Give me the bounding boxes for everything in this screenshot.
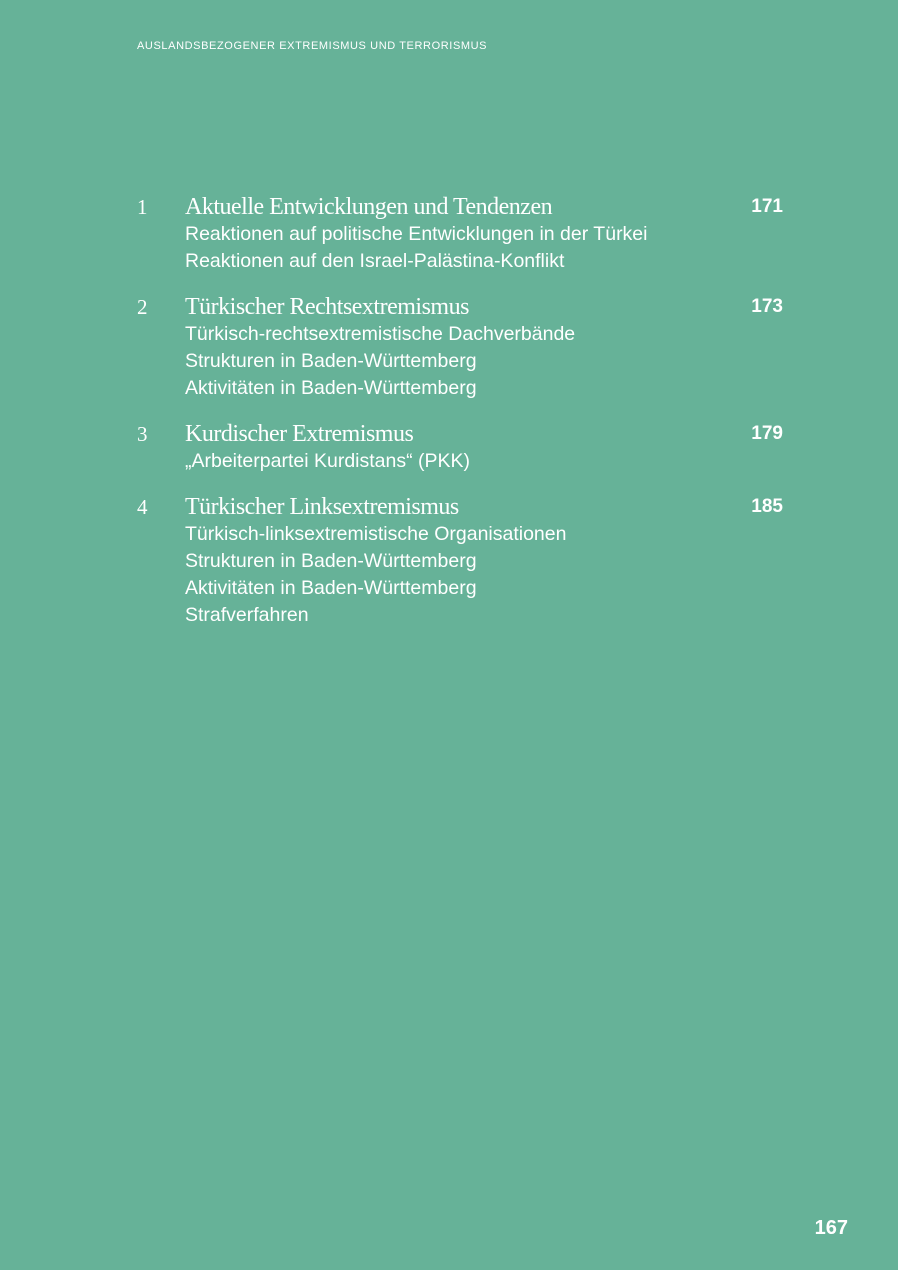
section-title: Aktuelle Entwicklungen und Tendenzen [185,194,553,220]
section-number: 3 [137,422,148,446]
subsection-item: Reaktionen auf politische Entwicklungen in der Türkei [185,223,648,245]
table-of-contents [137,193,783,647]
subsection-item: Aktivitäten in Baden-Württemberg [185,577,477,599]
subsection-item: Reaktionen auf den Israel-Palästina-Konflikt [185,250,565,272]
section-page-number: 171 [751,196,783,217]
subsection-list [137,448,783,475]
subsection-item: Strukturen in Baden-Württemberg [185,350,477,372]
subsection-item: Strukturen in Baden-Württemberg [185,550,477,572]
section-page-number: 179 [751,423,783,444]
subsection-item: Aktivitäten in Baden-Württemberg [185,377,477,399]
subsection-list [137,521,783,629]
subsection-item: Türkisch-linksextremistische Organisationen [185,523,567,545]
toc-section-1 [137,193,783,275]
subsection-item: Strafverfahren [185,604,309,626]
page-number: 167 [814,1217,848,1239]
running-header: AUSLANDSBEZOGENER EXTREMISMUS UND TERRORISMUS [137,40,488,52]
section-number: 1 [137,195,148,219]
subsection-list [137,321,783,402]
subsection-item: „Arbeiterpartei Kurdistans“ (PKK) [185,450,471,472]
section-title: Türkischer Rechtsextremismus [185,294,469,320]
section-title: Kurdischer Extremismus [185,421,414,447]
section-page-number: 173 [751,296,783,317]
toc-section-3 [137,420,783,475]
section-page-number: 185 [751,496,783,517]
section-number: 4 [137,495,148,519]
subsection-item: Türkisch-rechtsextremistische Dachverbände [185,323,576,345]
toc-section-2 [137,293,783,402]
section-number: 2 [137,295,148,319]
section-title: Türkischer Linksextremismus [185,494,459,520]
toc-section-4 [137,493,783,629]
subsection-list [137,221,783,275]
